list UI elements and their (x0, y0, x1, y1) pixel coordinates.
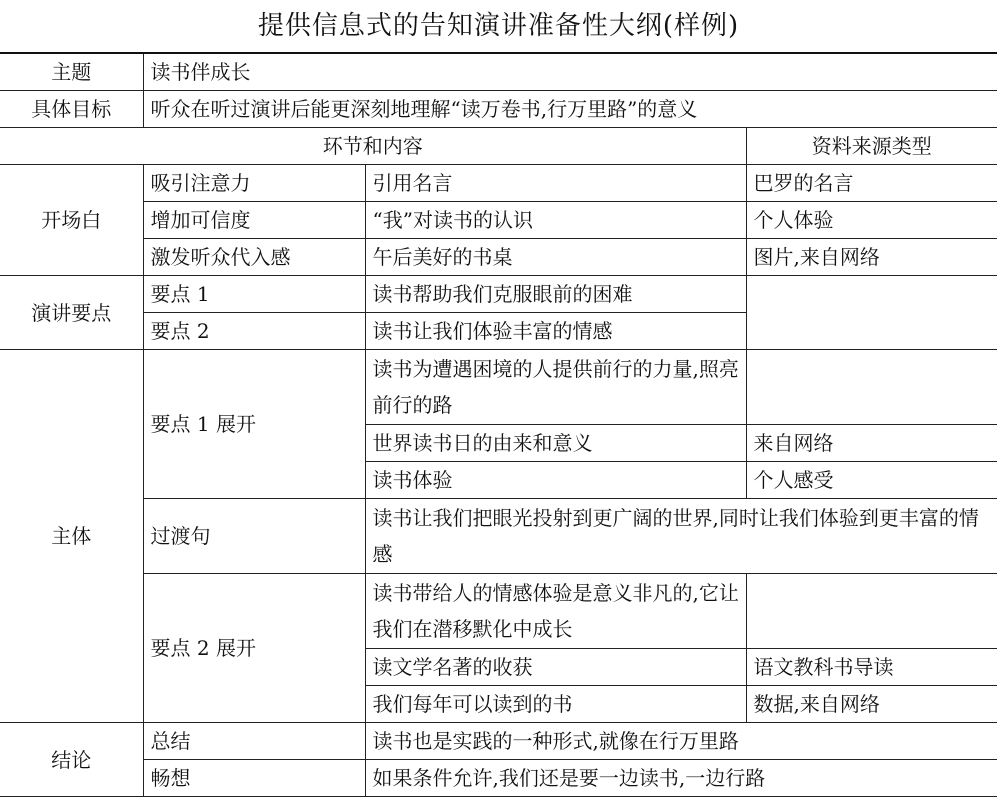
table-row (0, 276, 997, 313)
body-p2-sub: 要点 2 展开 (143, 574, 365, 723)
topic-label: 主题 (0, 53, 143, 91)
table-row (0, 239, 997, 276)
body-p2-content: 读书带给人的情感体验是意义非凡的,它让我们在潜移默化中成长 (365, 574, 746, 649)
body-p2-source: 数据,来自网络 (746, 686, 997, 723)
document-title: 提供信息式的告知演讲准备性大纲(样例) (257, 11, 740, 41)
transition-sub: 过渡句 (143, 499, 365, 574)
goal-value: 听众在听过演讲后能更深刻地理解“读万卷书,行万里路”的意义 (143, 91, 997, 128)
table-row (0, 760, 997, 797)
opening-sub: 增加可信度 (143, 202, 365, 239)
opening-content: 午后美好的书桌 (365, 239, 746, 276)
opening-source: 巴罗的名言 (746, 165, 997, 202)
opening-sub: 吸引注意力 (143, 165, 365, 202)
header-source: 资料来源类型 (746, 128, 997, 165)
goal-label: 具体目标 (0, 91, 143, 128)
transition-content: 读书让我们把眼光投射到更广阔的世界,同时让我们体验到更丰富的情感 (365, 499, 997, 574)
conclusion-sub: 总结 (143, 723, 365, 760)
table-row (0, 165, 997, 202)
opening-content: “我”对读书的认识 (365, 202, 746, 239)
body-p1-content: 读书为遭遇困境的人提供前行的力量,照亮前行的路 (365, 350, 746, 425)
points-source (746, 276, 997, 350)
table-header-row (0, 128, 997, 165)
table-row (0, 723, 997, 760)
body-p1-source (746, 350, 997, 425)
body-p1-content: 世界读书日的由来和意义 (365, 425, 746, 462)
header-content: 环节和内容 (0, 128, 746, 165)
table-row (0, 499, 997, 574)
conclusion-sub: 畅想 (143, 760, 365, 797)
conclusion-content: 如果条件允许,我们还是要一边读书,一边行路 (365, 760, 997, 797)
table-row (0, 350, 997, 425)
body-label: 主体 (0, 350, 143, 723)
body-p2-content: 我们每年可以读到的书 (365, 686, 746, 723)
points-content: 读书让我们体验丰富的情感 (365, 313, 746, 350)
opening-label: 开场白 (0, 165, 143, 276)
points-sub: 要点 1 (143, 276, 365, 313)
body-p1-content: 读书体验 (365, 462, 746, 499)
body-p2-content: 读文学名著的收获 (365, 649, 746, 686)
conclusion-content: 读书也是实践的一种形式,就像在行万里路 (365, 723, 997, 760)
body-p1-source: 来自网络 (746, 425, 997, 462)
table-row (0, 91, 997, 128)
body-p1-source: 个人感受 (746, 462, 997, 499)
opening-source: 个人体验 (746, 202, 997, 239)
body-p2-source: 语文教科书导读 (746, 649, 997, 686)
table-row (0, 202, 997, 239)
opening-source: 图片,来自网络 (746, 239, 997, 276)
topic-value: 读书伴成长 (143, 53, 997, 91)
opening-content: 引用名言 (365, 165, 746, 202)
body-p2-source (746, 574, 997, 649)
conclusion-label: 结论 (0, 723, 143, 797)
body-p1-sub: 要点 1 展开 (143, 350, 365, 499)
points-sub: 要点 2 (143, 313, 365, 350)
table-row (0, 574, 997, 649)
opening-sub: 激发听众代入感 (143, 239, 365, 276)
table-row (0, 53, 997, 91)
outline-table (0, 52, 997, 797)
points-content: 读书帮助我们克服眼前的困难 (365, 276, 746, 313)
points-label: 演讲要点 (0, 276, 143, 350)
